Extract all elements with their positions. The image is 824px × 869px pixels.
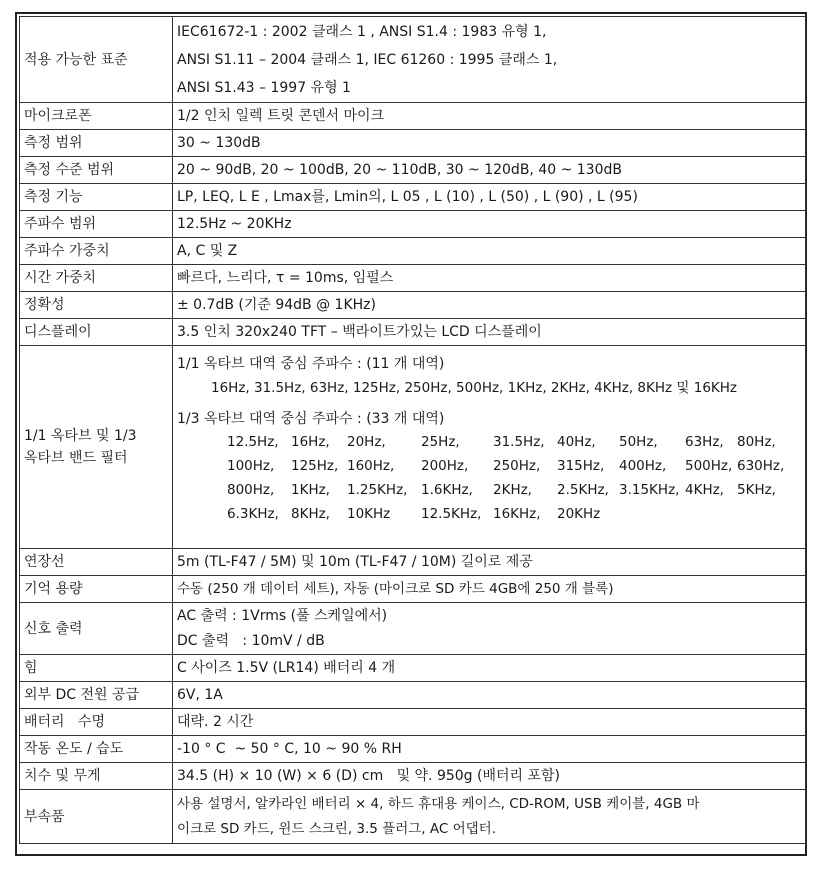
row-label: 배터리 수명 bbox=[20, 709, 173, 736]
table-row bbox=[20, 130, 806, 157]
frequency-value: 1.25KHz, bbox=[347, 482, 408, 498]
row-value: 3.5 인치 320x240 TFT – 백라이트가있는 LCD 디스플레이 bbox=[173, 319, 806, 346]
table-row bbox=[20, 709, 806, 736]
row-value-line: 사용 설명서, 알카라인 배터리 × 4, 하드 휴대용 케이스, CD-ROM, USB 케이블, 4GB 마 bbox=[177, 795, 700, 812]
frequency-value: 500Hz, bbox=[685, 458, 733, 474]
row-value-line: AC 출력 : 1Vrms (풀 스케일에서) bbox=[177, 607, 388, 624]
table-row bbox=[20, 184, 806, 211]
row-value: ± 0.7dB (기준 94dB @ 1KHz) bbox=[173, 292, 806, 319]
row-value: -10 ° C ~ 50 ° C, 10 ~ 90 % RH bbox=[173, 736, 806, 763]
frequency-value: 5KHz, bbox=[737, 482, 776, 498]
frequency-value: 12.5Hz, bbox=[227, 434, 279, 450]
row-value: 수동 (250 개 데이터 세트), 자동 (마이크로 SD 카드 4GB에 250 개 블록) bbox=[173, 576, 806, 603]
frequency-value: 400Hz, bbox=[619, 458, 667, 474]
frequency-value: 1KHz, bbox=[291, 482, 330, 498]
table-row bbox=[20, 292, 806, 319]
frequency-value: 250Hz, bbox=[493, 458, 541, 474]
frequency-value: 80Hz, bbox=[737, 434, 776, 450]
frequency-value: 8KHz, bbox=[291, 506, 330, 522]
row-label: 정확성 bbox=[20, 292, 173, 319]
row-value: C 사이즈 1.5V (LR14) 배터리 4 개 bbox=[173, 655, 806, 682]
table-row bbox=[20, 549, 806, 576]
frequency-value: 800Hz, bbox=[227, 482, 275, 498]
row-label: 주파수 범위 bbox=[20, 211, 173, 238]
frequency-value: 10KHz bbox=[347, 506, 391, 522]
row-value: 대략. 2 시간 bbox=[173, 709, 806, 736]
table-row bbox=[20, 790, 806, 844]
frequency-value: 630Hz, bbox=[737, 458, 785, 474]
row-value: 20 ~ 90dB, 20 ~ 100dB, 20 ~ 110dB, 30 ~ 120dB, 40 ~ 130dB bbox=[173, 157, 806, 184]
row-label: 작동 온도 / 습도 bbox=[20, 736, 173, 763]
frequency-value: 2KHz, bbox=[493, 482, 532, 498]
frequency-value: 12.5KHz, bbox=[421, 506, 482, 522]
table-row bbox=[20, 103, 806, 130]
row-label: 측정 수준 범위 bbox=[20, 157, 173, 184]
row-value-line: ANSI S1.11 – 2004 클래스 1, IEC 61260 : 1995 클래스 1, bbox=[177, 51, 558, 68]
row-value: 30 ~ 130dB bbox=[173, 130, 806, 157]
frequency-value: 40Hz, bbox=[557, 434, 596, 450]
table-row bbox=[20, 682, 806, 709]
row-value: A, C 및 Z bbox=[173, 238, 806, 265]
row-label: 주파수 가중치 bbox=[20, 238, 173, 265]
table-row bbox=[20, 346, 806, 549]
frequency-value: 31.5Hz, bbox=[493, 434, 545, 450]
frequency-value: 16KHz, bbox=[493, 506, 541, 522]
row-value-line: DC 출력 : 10mV / dB bbox=[177, 632, 325, 649]
row-value-line: ANSI S1.43 – 1997 유형 1 bbox=[177, 79, 351, 96]
frequency-value: 6.3KHz, bbox=[227, 506, 279, 522]
row-label: 적용 가능한 표준 bbox=[20, 17, 173, 103]
row-label: 디스플레이 bbox=[20, 319, 173, 346]
third-octave-row bbox=[227, 454, 801, 478]
row-value: 6V, 1A bbox=[173, 682, 806, 709]
row-value: 34.5 (H) × 10 (W) × 6 (D) cm 및 약. 950g (배터리 포함) bbox=[173, 763, 806, 790]
third-octave-row bbox=[227, 478, 801, 502]
frequency-value: 25Hz, bbox=[421, 434, 460, 450]
table-row bbox=[20, 655, 806, 682]
frequency-value: 50Hz, bbox=[619, 434, 658, 450]
row-label: 외부 DC 전원 공급 bbox=[20, 682, 173, 709]
row-label: 신호 출력 bbox=[20, 603, 173, 655]
table-row bbox=[20, 265, 806, 292]
table-row bbox=[20, 238, 806, 265]
row-value: 빠르다, 느리다, τ = 10ms, 임펄스 bbox=[173, 265, 806, 292]
row-label: 치수 및 무게 bbox=[20, 763, 173, 790]
third-octave-grid bbox=[177, 430, 801, 526]
frequency-value: 200Hz, bbox=[421, 458, 469, 474]
row-label: 시간 가중치 bbox=[20, 265, 173, 292]
octave-title: 1/1 옥타브 대역 중심 주파수 : (11 개 대역) bbox=[177, 356, 445, 372]
frequency-value: 125Hz, bbox=[291, 458, 339, 474]
frequency-value: 4KHz, bbox=[685, 482, 724, 498]
frequency-value: 3.15KHz, bbox=[619, 482, 680, 498]
row-label: 마이크로폰 bbox=[20, 103, 173, 130]
frequency-value: 20KHz bbox=[557, 506, 601, 522]
row-value: 5m (TL-F47 / 5M) 및 10m (TL-F47 / 10M) 길이로 제공 bbox=[173, 549, 806, 576]
third-octave-row bbox=[227, 502, 801, 526]
row-value: LP, LEQ, L E , Lmax를, Lmin의, L 05 , L (10) , L (50) , L (90) , L (95) bbox=[173, 184, 806, 211]
frequency-value: 63Hz, bbox=[685, 434, 724, 450]
table-row bbox=[20, 211, 806, 238]
table-row bbox=[20, 319, 806, 346]
frequency-value: 1.6KHz, bbox=[421, 482, 473, 498]
row-label: 측정 범위 bbox=[20, 130, 173, 157]
row-label: 연장선 bbox=[20, 549, 173, 576]
row-label: 1/1 옥타브 및 1/3 옥타브 밴드 필터 bbox=[20, 346, 173, 549]
frequency-value: 16Hz, bbox=[291, 434, 330, 450]
row-label: 부속품 bbox=[20, 790, 173, 844]
row-value: 12.5Hz ~ 20KHz bbox=[173, 211, 806, 238]
frequency-value: 2.5KHz, bbox=[557, 482, 609, 498]
frequency-value: 315Hz, bbox=[557, 458, 605, 474]
third-octave-title: 1/3 옥타브 대역 중심 주파수 : (33 개 대역) bbox=[177, 411, 445, 427]
frequency-value: 20Hz, bbox=[347, 434, 386, 450]
row-label: 측정 기능 bbox=[20, 184, 173, 211]
table-row bbox=[20, 603, 806, 655]
spec-table bbox=[19, 16, 806, 844]
table-row bbox=[20, 17, 806, 103]
table-row bbox=[20, 157, 806, 184]
row-value: 1/2 인치 일렉 트릿 콘덴서 마이크 bbox=[173, 103, 806, 130]
row-label: 기억 용량 bbox=[20, 576, 173, 603]
table-row bbox=[20, 763, 806, 790]
table-row bbox=[20, 736, 806, 763]
frequency-value: 160Hz, bbox=[347, 458, 395, 474]
row-label: 힘 bbox=[20, 655, 173, 682]
row-value-line: 이크로 SD 카드, 윈드 스크린, 3.5 플러그, AC 어댑터. bbox=[177, 820, 497, 837]
table-row bbox=[20, 576, 806, 603]
octave-values: 16Hz, 31.5Hz, 63Hz, 125Hz, 250Hz, 500Hz, 1KHz, 2KHz, 4KHz, 8KHz 및 16KHz bbox=[211, 380, 737, 396]
third-octave-row bbox=[227, 430, 801, 454]
row-value-line: IEC61672-1 : 2002 클래스 1 , ANSI S1.4 : 1983 유형 1, bbox=[177, 23, 547, 40]
frequency-value: 100Hz, bbox=[227, 458, 275, 474]
